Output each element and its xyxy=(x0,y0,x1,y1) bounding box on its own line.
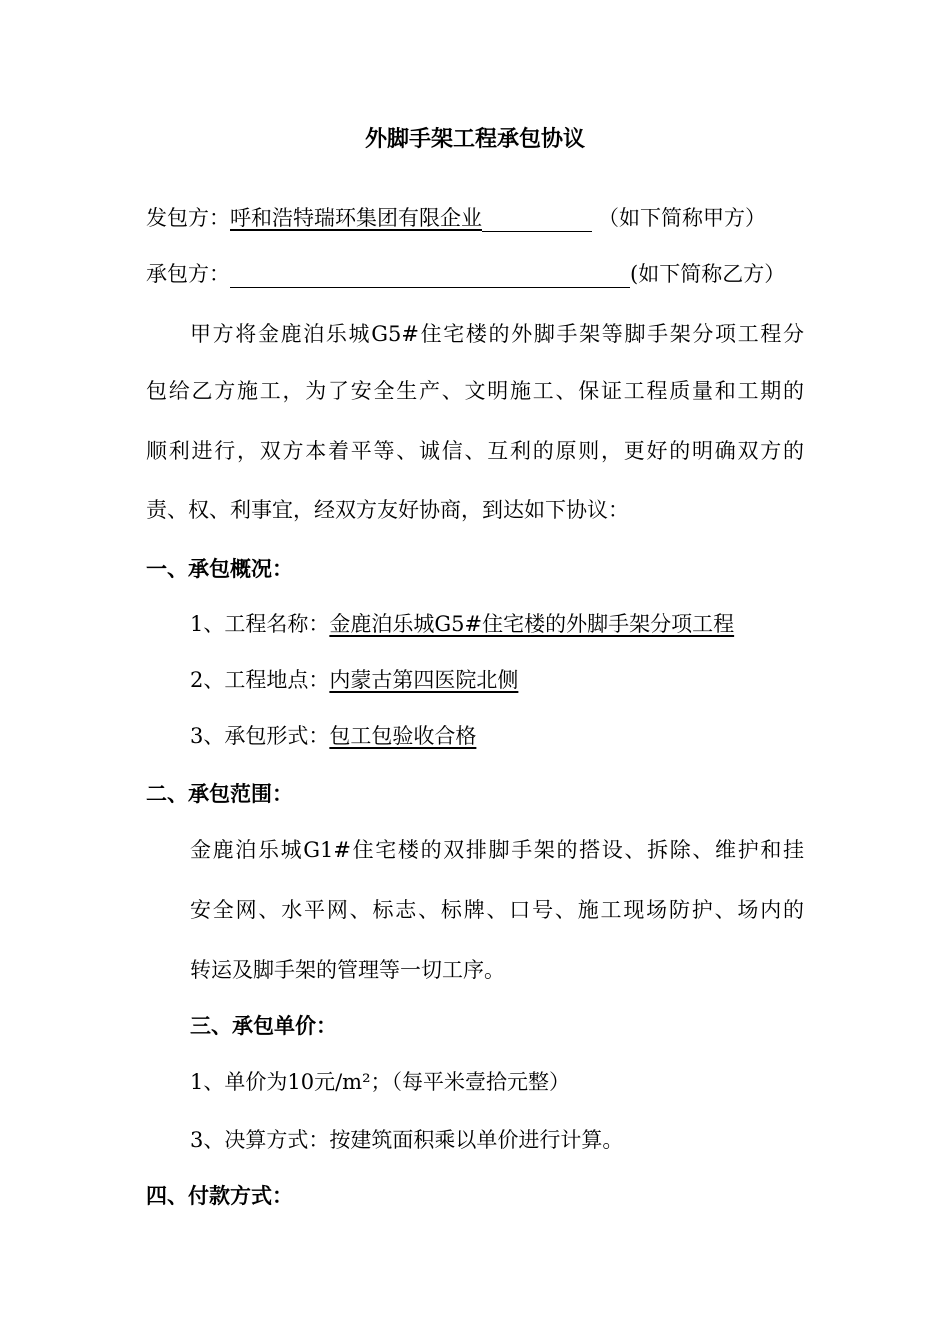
party-a-note: （如下简称甲方） xyxy=(598,206,766,230)
intro-line-2: 包给乙方施工，为了安全生产、文明施工、保证工程质量和工期的 xyxy=(146,379,804,403)
section1-item-1 xyxy=(190,610,830,638)
item-label: 1、工程名称： xyxy=(190,612,330,636)
intro-line-4: 责、权、利事宜，经双方友好协商，到达如下协议： xyxy=(146,498,629,522)
item-label: 3、承包形式： xyxy=(190,724,330,748)
section1-heading: 一、承包概况： xyxy=(146,556,293,581)
section1-item-2 xyxy=(190,666,830,694)
section2-heading: 二、承包范围： xyxy=(146,781,293,806)
item-value: 内蒙古第四医院北侧 xyxy=(329,668,519,692)
item-value: 包工包验收合格 xyxy=(329,724,477,748)
intro-line-1: 甲方将金鹿泊乐城G5#住宅楼的外脚手架等脚手架分项工程分 xyxy=(190,322,804,346)
party-b-blank xyxy=(230,263,630,288)
party-a-blank xyxy=(482,207,592,232)
section3-heading: 三、承包单价： xyxy=(190,1013,337,1038)
party-b-label: 承包方： xyxy=(146,262,230,286)
section1-item-3 xyxy=(190,722,830,750)
section3-item-2: 3、决算方式：按建筑面积乘以单价进行计算。 xyxy=(190,1128,624,1152)
section2-line-2: 安全网、水平网、标志、标牌、口号、施工现场防护、场内的 xyxy=(190,898,804,922)
party-b-note: (如下简称乙方） xyxy=(630,262,786,286)
item-label: 2、工程地点： xyxy=(190,668,330,692)
party-a-label: 发包方： xyxy=(146,206,230,230)
section2-line-1: 金鹿泊乐城G1#住宅楼的双排脚手架的搭设、拆除、维护和挂 xyxy=(190,838,804,862)
party-b-line xyxy=(146,260,830,288)
party-a-name: 呼和浩特瑞环集团有限企业 xyxy=(230,206,482,230)
party-a-line xyxy=(146,204,830,232)
intro-line-3: 顺利进行，双方本着平等、诚信、互利的原则，更好的明确双方的 xyxy=(146,439,804,463)
section4-heading: 四、付款方式： xyxy=(146,1183,293,1208)
item-value: 金鹿泊乐城G5#住宅楼的外脚手架分项工程 xyxy=(329,612,735,636)
document-title: 外脚手架工程承包协议 xyxy=(364,126,585,152)
section2-line-3: 转运及脚手架的管理等一切工序。 xyxy=(190,958,505,982)
section3-item-1: 1、单价为10元/m²；（每平米壹拾元整） xyxy=(190,1070,570,1094)
